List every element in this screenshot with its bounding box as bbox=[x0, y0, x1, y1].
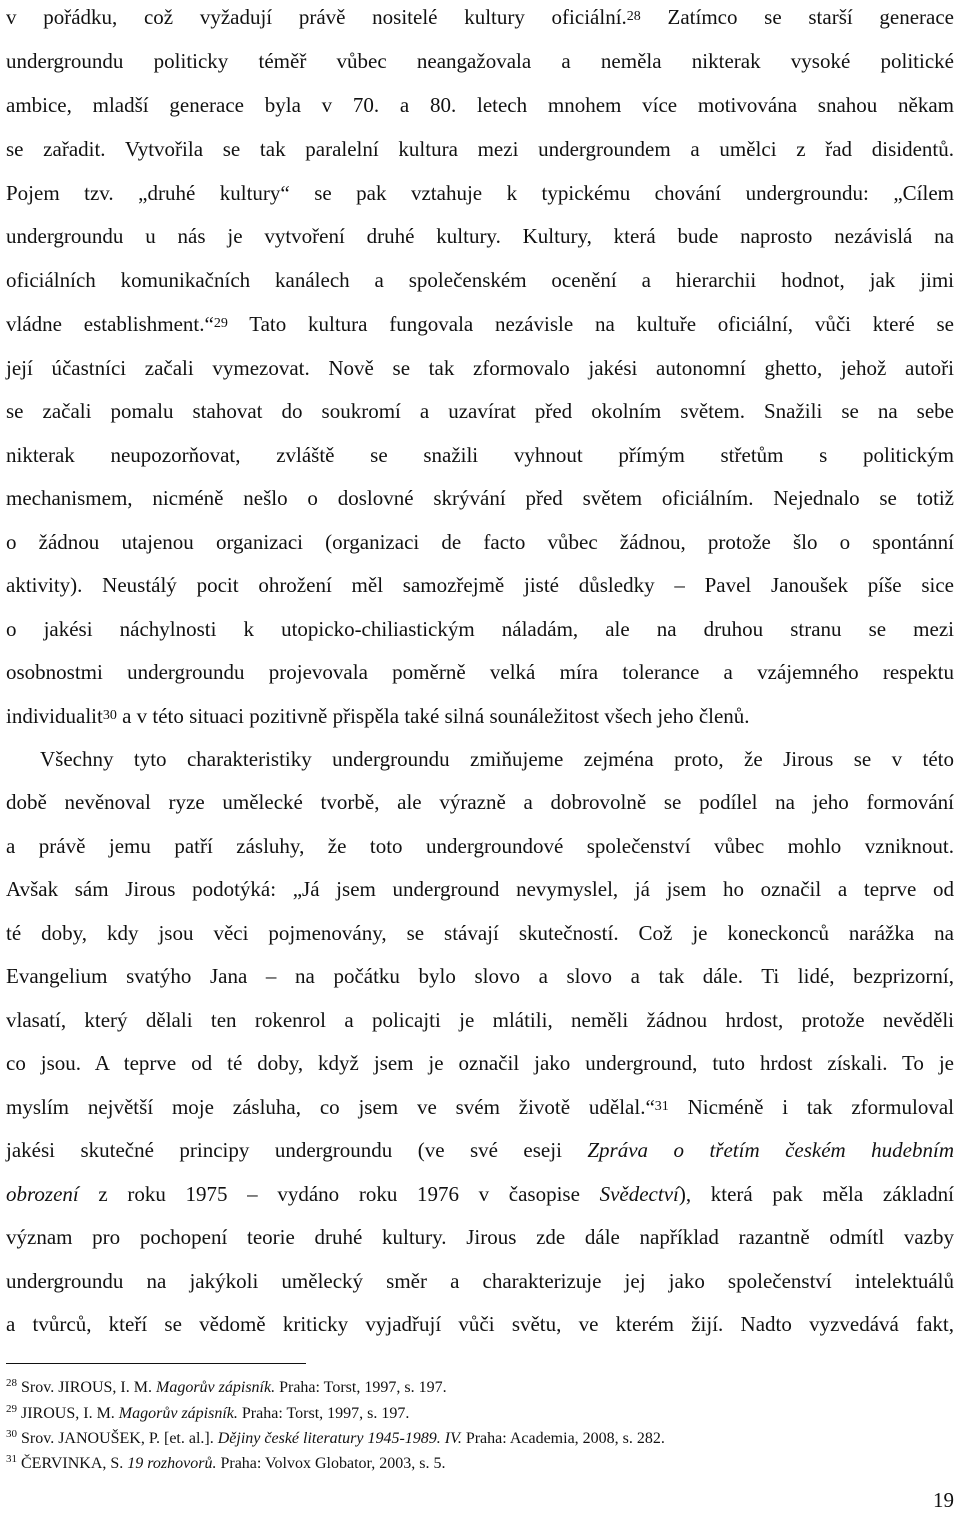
text-line: význam pro pochopení teorie druhé kultury. Jirous zde dále například razantně odmítl vazby bbox=[6, 1225, 954, 1249]
text-line: Avšak sám Jirous podotýká: „Já jsem underground nevymyslel, já jsem ho označil a teprve od bbox=[6, 877, 954, 901]
footnote: $^{30}$ Srov. JANOUŠEK, P. [et. al.]. Dějiny české literatury 1945-1989. IV. Praha: Academia, 2008, s. 282. bbox=[6, 1428, 665, 1447]
text-line: oficiálních komunikačních kanálech a společenském ocenění a hierarchii hodnot, jak jimi bbox=[6, 268, 954, 292]
text-line: obrození z roku 1975 – vydáno roku 1976 v časopise Svědectví), která pak měla základní bbox=[6, 1182, 954, 1206]
footnote-number: 28 bbox=[6, 1377, 17, 1389]
text-line: o žádnou utajenou organizaci (organizaci de facto vůbec žádnou, protože šlo o spontánní bbox=[6, 530, 954, 554]
text-line: o jakési náchylnosti k utopicko-chiliastickým náladám, ale na druhou stranu se mezi bbox=[6, 617, 954, 641]
text-line: se začali pomalu stahovat do soukromí a uzavírat před okolním světem. Snažili se na sebe bbox=[6, 399, 954, 423]
footnote-ref[interactable]: 28 bbox=[626, 9, 641, 24]
text-line: se zařadit. Vytvořila se tak paralelní kultura mezi undergroundem a umělci z řad disidentů. bbox=[6, 137, 954, 161]
text-line: osobnostmi undergroundu projevovala poměrně velká míra tolerance a vzájemného respektu bbox=[6, 660, 954, 684]
footnote-number: 30 bbox=[6, 1428, 17, 1440]
text-line: Všechny tyto charakteristiky undergroundu zmiňujeme zejména proto, že Jirous se v této bbox=[40, 747, 954, 771]
text-line: jakési skutečné principy undergroundu (ve své eseji Zpráva o třetím českém hudebním bbox=[6, 1138, 954, 1162]
text-line: vládne establishment.“$^{29}$ Tato kultura fungovala nezávisle na kultuře oficiální, vůči které se bbox=[6, 312, 954, 336]
text-line: její účastníci začali vymezovat. Nově se tak zformovalo jakési autonomní ghetto, jehož autoři bbox=[6, 356, 954, 380]
footnote-ref[interactable]: 29 bbox=[213, 316, 228, 331]
text-line: myslím největší moje zásluha, co jsem ve svém životě udělal.“$^{31}$ Nicméně i tak zformuloval bbox=[6, 1095, 954, 1119]
text-line: a právě jemu patří zásluhy, že toto undergroundové společenství vůbec mohlo vzniknout. bbox=[6, 834, 954, 858]
text-line: v pořádku, což vyžadují právě nositelé kultury oficiální.$^{28}$ Zatímco se starší generace bbox=[6, 5, 955, 29]
text-line: vlasatí, který dělali ten rokenrol a policajti je mlátili, neměli žádnou hrdost, protože nevěděli bbox=[6, 1008, 954, 1032]
footnote-ref[interactable]: 30 bbox=[102, 708, 117, 723]
page-number: 19 bbox=[933, 1488, 954, 1512]
text-line: a tvůrců, kteří se vědomě kriticky vyjadřují vůči světu, ve kterém žijí. Nadto vyzvedává fakt, bbox=[6, 1312, 954, 1336]
italic-title: obrození bbox=[6, 1182, 79, 1206]
footnote-ref[interactable]: 31 bbox=[654, 1099, 669, 1114]
text-line: aktivity). Neustálý pocit ohrožení měl samozřejmě jisté důsledky – Pavel Janoušek píše sice bbox=[6, 573, 954, 597]
text-line: ambice, mladší generace byla v 70. a 80. letech mnohem více motivována snahou někam bbox=[6, 93, 954, 117]
italic-title: Zpráva o třetím českém hudebním bbox=[587, 1138, 954, 1162]
italic-title: Svědectví bbox=[599, 1182, 679, 1206]
text-line: Evangelium svatýho Jana – na počátku bylo slovo a slovo a tak dále. Ti lidé, bezprizorní, bbox=[6, 964, 954, 988]
text-line: undergroundu na jakýkoli umělecký směr a charakterizuje jej jako společenství intelektuálů bbox=[6, 1269, 954, 1293]
text-line: Pojem tzv. „druhé kultury“ se pak vztahuje k typickému chování undergroundu: „Cílem bbox=[6, 181, 954, 205]
footnote: $^{31}$ ČERVINKA, S. 19 rozhovorů. Praha: Volvox Globator, 2003, s. 5. bbox=[6, 1453, 446, 1472]
text-line: undergroundu u nás je vytvoření druhé kultury. Kultury, která bude naprosto nezávislá na bbox=[6, 224, 954, 248]
footnote: $^{29}$ JIROUS, I. M. Magorův zápisník. Praha: Torst, 1997, s. 197. bbox=[6, 1403, 410, 1422]
footnote-number: 31 bbox=[6, 1453, 17, 1465]
footnote: $^{28}$ Srov. JIROUS, I. M. Magorův zápisník. Praha: Torst, 1997, s. 197. bbox=[6, 1377, 447, 1396]
text-line: undergroundu politicky téměř vůbec neangažovala a neměla nikterak vysoké politické bbox=[6, 49, 954, 73]
text-line: nikterak neupozorňovat, zvláště se snažili vyhnout přímým střetům s politickým bbox=[6, 443, 954, 467]
footnote-separator bbox=[6, 1363, 306, 1364]
text-line: mechanismem, nicméně nešlo o doslovné skrývání před světem oficiálním. Nejednalo se totiž bbox=[6, 486, 954, 510]
text-line: individualit$^{30}$ a v této situaci pozitivně přispěla také silná sounáležitost všech jeho členů. bbox=[6, 704, 750, 728]
footnote-number: 29 bbox=[6, 1403, 17, 1415]
text-line: co jsou. A teprve od té doby, když jsem je označil jako underground, tuto hrdost získali. To je bbox=[6, 1051, 954, 1075]
text-line: době nevěnoval ryze umělecké tvorbě, ale výrazně a dobrovolně se podílel na jeho formování bbox=[6, 790, 954, 814]
text-line: té doby, kdy jsou věci pojmenovány, se stávají skutečností. Což je koneckonců narážka na bbox=[6, 921, 954, 945]
